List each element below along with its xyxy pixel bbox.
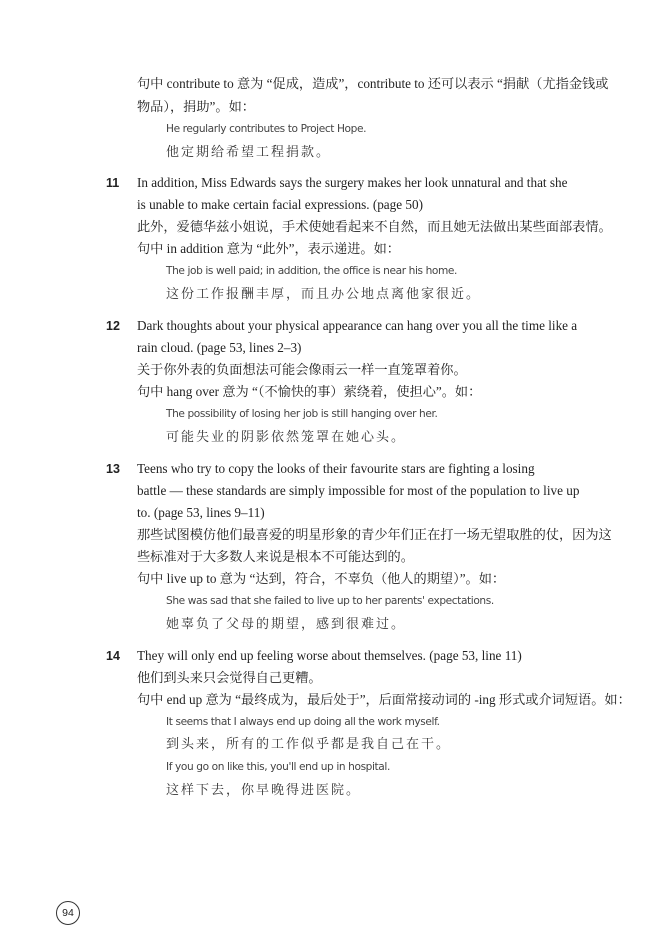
sentence-line: Teens who try to copy the looks of their favourite stars are fighting a losing — [137, 461, 535, 476]
sentence-line: is unable to make certain facial expressions. (page 50) — [137, 197, 423, 212]
item-number: 13 — [106, 462, 120, 476]
sentence-line: to. (page 53, lines 9–11) — [137, 505, 265, 520]
example-chinese: 到头来，所有的工作似乎都是我自己在干。 — [166, 736, 452, 751]
sentence-line: Dark thoughts about your physical appearance can hang over you all the time like a — [137, 318, 578, 333]
translation-line: 那些试图模仿他们最喜爱的明星形象的青少年们正在打一场无望取胜的仗，因为这 — [137, 527, 612, 542]
example-chinese: 可能失业的阴影依然笼罩在她心头。 — [166, 429, 407, 444]
translation-line: 些标准对于大多数人来说是根本不可能达到的。 — [137, 549, 414, 564]
example-english: The job is well paid; in addition, the office is near his home. — [166, 265, 457, 277]
example-chinese: 他定期给希望工程捐款。 — [166, 144, 332, 159]
sentence-line: In addition, Miss Edwards says the surgery makes her look unnatural and that she — [137, 175, 568, 190]
explanation-line: 句中 live up to 意为 “达到，符合，不辜负（他人的期望）”。如： — [137, 571, 506, 586]
example-english: She was sad that she failed to live up to her parents' expectations. — [166, 595, 494, 607]
translation-line: 此外，爱德华兹小姐说，手术使她看起来不自然，而且她无法做出某些面部表情。 — [137, 219, 612, 234]
page-number: 94 — [56, 901, 80, 925]
item-number: 12 — [106, 319, 120, 333]
explanation-line: 句中 in addition 意为 “此外”，表示递进。如： — [137, 241, 400, 256]
explanation-line: 物品），捐助”。如： — [137, 99, 255, 114]
translation-line: 他们到头来只会觉得自己更糟。 — [137, 670, 322, 685]
explanation-line: 句中 end up 意为 “最终成为，最后处于”，后面常接动词的 -ing 形式或介词短语。如： — [137, 692, 631, 707]
example-english: The possibility of losing her job is still hanging over her. — [166, 408, 438, 420]
explanation-line: 句中 contribute to 意为 “促成，造成”，contribute to 还可以表示 “捐献（尤指金钱或 — [137, 76, 609, 91]
example-english: It seems that I always end up doing all the work myself. — [166, 716, 440, 728]
sentence-line: rain cloud. (page 53, lines 2–3) — [137, 340, 302, 355]
explanation-line: 句中 hang over 意为 “（不愉快的事）萦绕着，使担心”。如： — [137, 384, 482, 399]
sentence-line: battle — these standards are simply impossible for most of the population to live up — [137, 483, 580, 498]
example-chinese: 她辜负了父母的期望，感到很难过。 — [166, 616, 407, 631]
translation-line: 关于你外表的负面想法可能会像雨云一样一直笼罩着你。 — [137, 362, 467, 377]
example-chinese: 这样下去，你早晚得进医院。 — [166, 782, 362, 797]
sentence-line: They will only end up feeling worse about themselves. (page 53, line 11) — [137, 648, 522, 663]
example-english: If you go on like this, you'll end up in hospital. — [166, 761, 390, 773]
example-chinese: 这份工作报酬丰厚，而且办公地点离他家很近。 — [166, 286, 482, 301]
item-number: 11 — [106, 176, 120, 190]
example-english: He regularly contributes to Project Hope. — [166, 123, 367, 135]
item-number: 14 — [106, 649, 120, 663]
